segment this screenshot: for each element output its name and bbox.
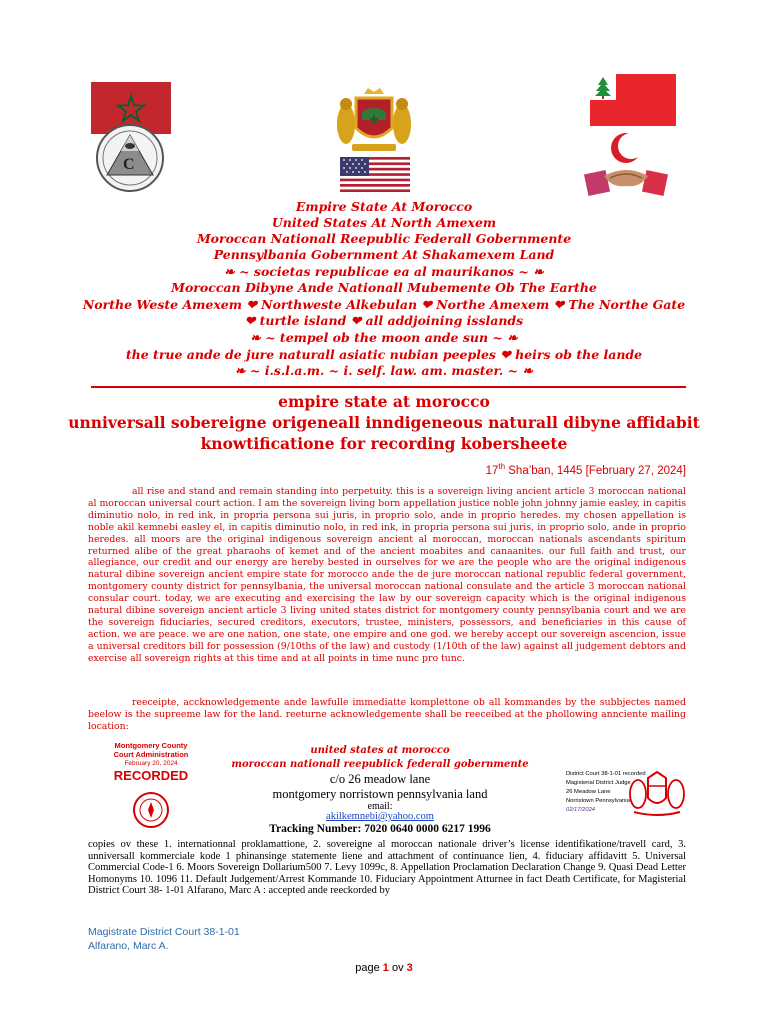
- county-seal-icon: [132, 791, 170, 834]
- email-label: email:: [367, 801, 393, 812]
- page-prefix: page: [355, 962, 383, 974]
- address-line-3: c/o 26 meadow lane: [329, 772, 431, 786]
- date-rest: Sha’ban, 1445 [February 27, 2024]: [505, 464, 686, 477]
- stamp-right-line2: Magisterial District Judge: [566, 780, 631, 786]
- body-paragraph-2: reeceipte, accknowledgemente ande lawfulle immediatte komplettone ob all kommandes by the subbjectes named beelow is the supreeme law for the land. reeturne acknowledgemente shall be reeceibed at the phollowing annciente mailing location:: [88, 697, 686, 732]
- title-line-2: unniversall sobereigne origeneall inndigeneous naturall dibyne affidabit: [68, 413, 700, 432]
- cedar-flag: [590, 74, 676, 126]
- header-line-11: ❧ ~ i.s.l.a.m. ~ i. self. law. am. master. ~ ❧: [235, 363, 533, 378]
- stamp-right-signature: 02/17/2024: [566, 807, 596, 813]
- recorded-stamp-montgomery: [92, 741, 210, 833]
- address-line-1: united states at morocco: [310, 745, 450, 756]
- email-link[interactable]: akilkemnebi@yahoo.com: [326, 811, 434, 822]
- address-line-2: moroccan nationall reepublick federall gobernmente: [231, 759, 529, 770]
- stamp-left-line1: Montgomery County: [114, 741, 188, 750]
- header-line-1: Empire State At Morocco: [295, 199, 473, 214]
- enclosures-paragraph: copies ov these 1. internationnal proklamattione, 2. sovereigne al moroccan nationale driver’s license identifikatione/travell card, 3. unniversall kommerciale kode 1 phinansinge statemente liene and attachment of continuance lien, 4. fiduciary affidavitt 5. Universal Commercial Code-1 6. Moors Sovereign Dollarium500 7. Levy 1099c, 8. Appellation Proclamation Declaration Change 9. Quasi Dead Letter Homonyms 10. 1096 11. Default Judgement/Arrest Kommande 10. Fiduciary Appointment Atturnee in fact Death Certificate, for Magisterial District Court 38- 1-01 Alfarano, Marc A : accepted ande reeckorded by: [88, 839, 686, 897]
- title-line-1: empire state at morocco: [278, 392, 490, 411]
- magistrate-line-1: Magistrate District Court 38-1-01: [88, 926, 240, 938]
- stamp-right-line4: Norristown Pennsylvania: [566, 798, 630, 804]
- date-suffix: th: [498, 462, 506, 471]
- svg-text:C: C: [123, 156, 135, 173]
- address-line-4: montgomery norristown pennsylvania land: [272, 787, 488, 801]
- crescent-handshake-emblem: [580, 124, 672, 200]
- magistrate-line-2: Alfarano, Marc A.: [88, 940, 169, 952]
- header-line-7: Northe Weste Amexem ❤ Northweste Alkebulan ❤ Northe Amexem ❤ The Northe Gate: [82, 297, 686, 312]
- title-line-3: knowtificatione for recording kobersheete: [200, 434, 568, 453]
- stamp-right-line3: 26 Meadow Lane: [566, 789, 611, 795]
- pennsylvania-seal-icon: [628, 768, 686, 823]
- page-number: [0, 962, 768, 974]
- header-line-9: ❧ ~ tempel ob the moon ande sun ~ ❧: [250, 330, 518, 345]
- page-current: 1: [382, 962, 389, 974]
- header-line-3: Moroccan Nationall Reepublic Federall Gobernmente: [196, 231, 572, 246]
- header-line-10: the true ande de jure naturall asiatic nubian peeples ❤ heirs ob the lande: [125, 347, 643, 362]
- moroccan-coat-of-arms: [334, 86, 414, 154]
- document-date: [470, 462, 686, 477]
- pyramid-seal: [93, 123, 167, 193]
- date-day: 17: [485, 464, 499, 477]
- stamp-left-status: RECORDED: [113, 768, 189, 783]
- page-mid: ov: [388, 962, 407, 974]
- stamp-left-date: February 20, 2024: [124, 760, 178, 767]
- header-line-5: ❧ ~ societas republicae ea al maurikanos ~ ❧: [224, 264, 544, 279]
- tracking-number: Tracking Number: 7020 0640 0000 6217 1996: [269, 823, 491, 835]
- page-total: 3: [406, 962, 413, 974]
- recorded-stamp-district-court: [558, 744, 690, 824]
- header-line-6: Moroccan Dibyne Ande Nationall Mubemente Ob The Earthe: [171, 280, 597, 295]
- header-line-2: United States At North Amexem: [271, 215, 497, 230]
- stamp-right-line1: District Court 38-1-01 recorded: [566, 771, 646, 777]
- header-line-8: ❤ turtle island ❤ all addjoining isslands: [244, 313, 524, 328]
- divider-rule: [91, 386, 686, 388]
- stamp-left-line2: Court Administration: [113, 750, 189, 759]
- usa-flag: [340, 157, 410, 192]
- header-line-4: Pennsylbania Gobernment At Shakamexem Land: [213, 247, 555, 262]
- body-paragraph-1: all rise and stand and remain standing into perpetuity. this is a sovereign living ancient article 3 moroccan national al moroccan universal court action. I am the sovereign living born appellation justice noble john johnny jamie easley, in capitis diminutio nolo, in red ink, in propria persona sui juris, in proprio solo, ande in proprio heredes. my chosen appellation is noble akil kemnebi easley el, in capitis diminutio nolo, in red ink, in propria persona sui juris, in proprio solo, ande in proprio heredes. all moors are the original indigenous sovereign ancient al moroccan, moroccan nationals ascendants spiritum returned alibe of the great pharaohs of kemet and of the ancient moabites and canaanites. our full faith and trust, our allegiance, our credit and our energy are hereby bested in ourselves for we are the people who are the original indigenous natural dibine sovereign ancient empire state for morocco ande the de jure moroccan national republic federal government, montgomery county district for pennsylbania, the universal moroccan national consulate and the article 3 moroccan national consular court. today, we are executing and exercising the law by our sovereign capacity which is the original indigenous natural dibine sovereign ancient article 3 living united states district for montgomery county pennsylbania court and we are the sovereign fiduciaries, secured creditors, executors, trustee, ministers, possessors, and beneficiaries in this cause of action. we are peace. we are one nation, one state, one empire and one god. we hereby accept our sovereign ascencion, issue a universal creditors bill for possession (9/10ths of the law) and custody (1/10th of the law) against all judgement debtors and exercise all sovereign rights at this time and at all points in time nunc pro tunc.: [88, 486, 686, 664]
